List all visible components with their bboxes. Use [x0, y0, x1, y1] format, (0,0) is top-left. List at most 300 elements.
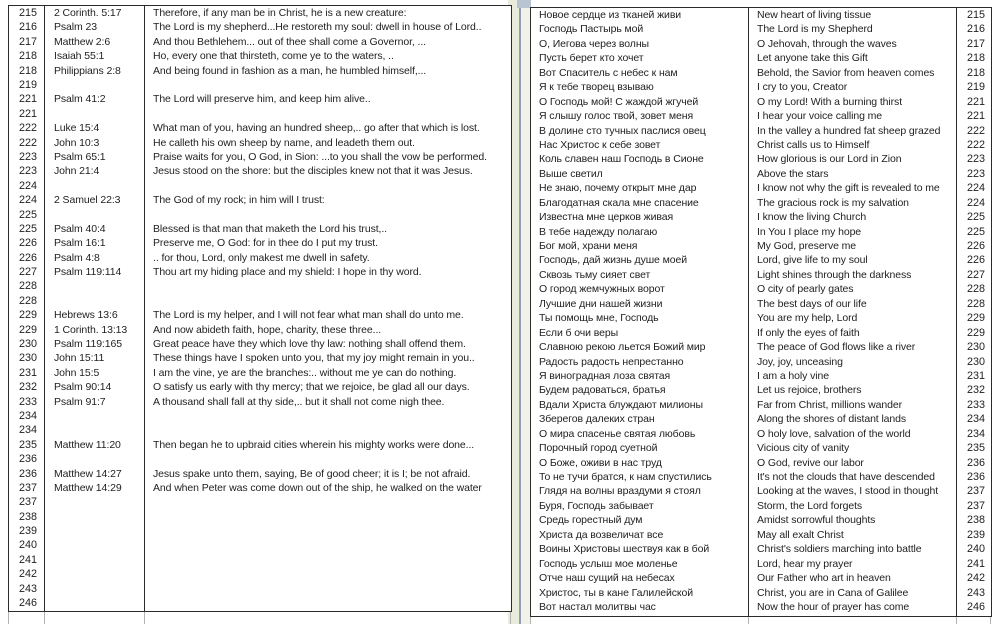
cell-russian-first-line: Вдали Христа блуждают милионы	[531, 398, 749, 412]
table-row	[9, 64, 512, 78]
cell-scripture-reference	[45, 553, 145, 567]
cell-scripture-reference: Matthew 14:29	[45, 481, 145, 495]
scripture-table-body	[9, 6, 512, 612]
table-row	[9, 279, 512, 293]
cell-hymn-number: 228	[9, 279, 45, 293]
cell-hymn-number: 221	[957, 109, 992, 123]
cell-verse-text: Great peace have they which love thy law: nothing shall offend them.	[145, 337, 512, 351]
cell-hymn-number: 224	[9, 193, 45, 207]
cell-hymn-number: 216	[957, 22, 992, 36]
table-row	[531, 109, 992, 123]
cell-russian-first-line: Христа да возвеличат все	[531, 528, 749, 542]
cell-hymn-number: 222	[9, 121, 45, 135]
table-row	[9, 222, 512, 236]
cell-hymn-number: 230	[957, 355, 992, 369]
cell-hymn-number: 234	[957, 412, 992, 426]
cell-hymn-number: 232	[957, 383, 992, 397]
cell-english-first-line: Christ's soldiers marching into battle	[749, 542, 957, 556]
cell-hymn-number: 224	[957, 181, 992, 195]
table-continuation-line	[144, 612, 145, 624]
table-row	[9, 251, 512, 265]
table-continuation-line	[748, 617, 749, 624]
cell-hymn-number: 222	[957, 124, 992, 138]
cell-english-first-line: Let us rejoice, brothers	[749, 383, 957, 397]
cell-hymn-number: 246	[9, 596, 45, 611]
cell-verse-text	[145, 567, 512, 581]
cell-hymn-number: 230	[957, 340, 992, 354]
table-row	[531, 253, 992, 267]
table-row	[9, 294, 512, 308]
table-row	[9, 553, 512, 567]
cell-russian-first-line: Будем радоваться, братья	[531, 383, 749, 397]
cell-hymn-number: 241	[9, 553, 45, 567]
cell-english-first-line: O holy love, salvation of the world	[749, 427, 957, 441]
cell-hymn-number: 236	[9, 467, 45, 481]
table-row	[531, 571, 992, 585]
table-continuation-line	[44, 612, 45, 624]
cell-hymn-number: 225	[957, 225, 992, 239]
table-row	[531, 528, 992, 542]
cell-english-first-line: The gracious rock is my salvation	[749, 196, 957, 210]
cell-hymn-number: 229	[9, 308, 45, 322]
table-row	[9, 495, 512, 509]
cell-russian-first-line: Христос, ты в кане Галилейской	[531, 586, 749, 600]
cell-russian-first-line: О Господь мой! С жаждой жгучей	[531, 95, 749, 109]
cell-hymn-number: 218	[9, 49, 45, 63]
cell-english-first-line: In the valley a hundred fat sheep grazed	[749, 124, 957, 138]
cell-hymn-number: 223	[957, 152, 992, 166]
cell-russian-first-line: Пусть берет кто хочет	[531, 51, 749, 65]
table-row	[531, 542, 992, 556]
cell-verse-text	[145, 524, 512, 538]
cell-verse-text: Jesus stood on the shore: but the disciples knew not that it was Jesus.	[145, 164, 512, 178]
cell-verse-text	[145, 538, 512, 552]
cell-verse-text	[145, 510, 512, 524]
table-row	[9, 409, 512, 423]
table-row	[531, 586, 992, 600]
cell-hymn-number: 219	[9, 78, 45, 92]
cell-english-first-line	[749, 614, 957, 616]
cell-scripture-reference	[45, 279, 145, 293]
table-row	[9, 567, 512, 581]
cell-hymn-number: 229	[957, 311, 992, 325]
cell-scripture-reference: Matthew 2:6	[45, 35, 145, 49]
cell-hymn-number: 238	[9, 510, 45, 524]
cell-hymn-number: 243	[9, 582, 45, 596]
table-row	[9, 380, 512, 394]
cell-scripture-reference: John 21:4	[45, 164, 145, 178]
cell-verse-text	[145, 582, 512, 596]
cell-english-first-line: Amidst sorrowful thoughts	[749, 513, 957, 527]
cell-russian-first-line: Выше светил	[531, 167, 749, 181]
cell-verse-text: Then began he to upbraid cities wherein his mighty works were done...	[145, 438, 512, 452]
cell-hymn-number: 243	[957, 586, 992, 600]
cell-verse-text: Preserve me, O God: for in thee do I put my trust.	[145, 236, 512, 250]
table-row	[531, 66, 992, 80]
table-row	[531, 80, 992, 94]
cell-scripture-reference: John 10:3	[45, 136, 145, 150]
table-row	[531, 398, 992, 412]
table-continuation-line	[990, 617, 991, 624]
table-row	[531, 600, 992, 614]
cell-russian-first-line: Я слышу голос твой, зовет меня	[531, 109, 749, 123]
cell-verse-text: Therefore, if any man be in Christ, he is a new creature:	[145, 6, 512, 21]
cell-hymn-number: 238	[957, 513, 992, 527]
cell-russian-first-line: Коль славен наш Господь в Сионе	[531, 152, 749, 166]
cell-verse-text: And now abideth faith, hope, charity, these three...	[145, 323, 512, 337]
cell-english-first-line: My God, preserve me	[749, 239, 957, 253]
cell-russian-first-line: О, Иегова через волны	[531, 37, 749, 51]
table-row	[9, 596, 512, 611]
cell-verse-text	[145, 294, 512, 308]
cell-scripture-reference: Psalm 91:7	[45, 395, 145, 409]
cell-hymn-number: 215	[957, 8, 992, 23]
cell-english-first-line: I cry to you, Creator	[749, 80, 957, 94]
cell-hymn-number: 233	[957, 398, 992, 412]
cell-english-first-line: Far from Christ, millions wander	[749, 398, 957, 412]
table-row	[531, 268, 992, 282]
cell-verse-text	[145, 78, 512, 92]
cell-scripture-reference	[45, 596, 145, 611]
cell-english-first-line: You are my help, Lord	[749, 311, 957, 325]
cell-verse-text: And thou Bethlehem... out of thee shall come a Governor, ...	[145, 35, 512, 49]
cell-hymn-number: 230	[9, 351, 45, 365]
table-row	[9, 193, 512, 207]
cell-hymn-number: 237	[957, 499, 992, 513]
cell-russian-first-line: Радость радость непрестанно	[531, 355, 749, 369]
table-row	[531, 499, 992, 513]
cell-english-first-line: If only the eyes of faith	[749, 326, 957, 340]
cell-hymn-number: 226	[957, 239, 992, 253]
cell-hymn-number: 241	[957, 557, 992, 571]
cell-hymn-number: 236	[9, 452, 45, 466]
cell-hymn-number: 227	[9, 265, 45, 279]
table-continuation-line	[8, 612, 9, 624]
cell-hymn-number: 242	[957, 571, 992, 585]
cell-hymn-number: 224	[957, 196, 992, 210]
cell-verse-text: The Lord is my helper, and I will not fear what man shall do unto me.	[145, 308, 512, 322]
cell-scripture-reference: Philippians 2:8	[45, 64, 145, 78]
cell-scripture-reference	[45, 567, 145, 581]
cell-hymn-number: 218	[9, 64, 45, 78]
hymn-first-lines-table	[530, 7, 992, 617]
cell-hymn-number: 226	[957, 253, 992, 267]
cell-hymn-number: 219	[957, 80, 992, 94]
cell-russian-first-line: Отче наш сущий на небесах	[531, 571, 749, 585]
cell-verse-text	[145, 495, 512, 509]
cell-hymn-number: 234	[9, 423, 45, 437]
cell-scripture-reference: Psalm 40:4	[45, 222, 145, 236]
table-row	[531, 470, 992, 484]
table-row	[531, 484, 992, 498]
cell-verse-text: The Lord will preserve him, and keep him alive..	[145, 92, 512, 106]
cell-hymn-number: 225	[9, 222, 45, 236]
cell-russian-first-line: Средь горестный дум	[531, 513, 749, 527]
cell-english-first-line: I know not why the gift is revealed to me	[749, 181, 957, 195]
cell-verse-text	[145, 452, 512, 466]
cell-hymn-number: 234	[957, 427, 992, 441]
table-row	[531, 355, 992, 369]
cell-russian-first-line: Зберегов далеких стран	[531, 412, 749, 426]
cell-scripture-reference: Psalm 119:165	[45, 337, 145, 351]
table-row	[531, 340, 992, 354]
cell-scripture-reference: Psalm 90:14	[45, 380, 145, 394]
pane-divider-line	[519, 0, 521, 624]
cell-verse-text: And when Peter was come down out of the ship, he walked on the water	[145, 481, 512, 495]
cell-hymn-number: 226	[9, 236, 45, 250]
table-row	[9, 337, 512, 351]
cell-russian-first-line: Глядя на волны враздуми я стоял	[531, 484, 749, 498]
hymn-table-body	[531, 8, 992, 617]
cell-russian-first-line: Славною рекою льется Божий мир	[531, 340, 749, 354]
table-row	[531, 95, 992, 109]
table-row	[531, 557, 992, 571]
cell-russian-first-line: Господь услыш мое моленье	[531, 557, 749, 571]
cell-english-first-line: The peace of God flows like a river	[749, 340, 957, 354]
cell-hymn-number: 217	[9, 35, 45, 49]
cell-hymn-number: 229	[957, 326, 992, 340]
cell-verse-text: Thou art my hiding place and my shield: I hope in thy word.	[145, 265, 512, 279]
cell-scripture-reference: Hebrews 13:6	[45, 308, 145, 322]
table-row	[9, 236, 512, 250]
table-row	[9, 366, 512, 380]
table-row	[531, 210, 992, 224]
cell-russian-first-line: Известна мне церков живая	[531, 210, 749, 224]
cell-hymn-number: 228	[957, 282, 992, 296]
cell-english-first-line: Christ, you are in Cana of Galilee	[749, 586, 957, 600]
cell-english-first-line: Now the hour of prayer has come	[749, 600, 957, 614]
cell-verse-text	[145, 279, 512, 293]
cell-verse-text: What man of you, having an hundred sheep,.. go after that which is lost.	[145, 121, 512, 135]
table-row	[9, 179, 512, 193]
cell-english-first-line: Light shines through the darkness	[749, 268, 957, 282]
cell-english-first-line: The Lord is my Shepherd	[749, 22, 957, 36]
cell-scripture-reference: Psalm 119:114	[45, 265, 145, 279]
cell-hymn-number: 224	[9, 179, 45, 193]
cell-verse-text	[145, 208, 512, 222]
table-row	[9, 35, 512, 49]
cell-english-first-line: Let anyone take this Gift	[749, 51, 957, 65]
cell-english-first-line: Storm, the Lord forgets	[749, 499, 957, 513]
cell-hymn-number: 233	[9, 395, 45, 409]
table-row	[9, 49, 512, 63]
cell-russian-first-line: Буря, Господь забывает	[531, 499, 749, 513]
cell-hymn-number: 231	[9, 366, 45, 380]
cell-hymn-number: 236	[957, 470, 992, 484]
table-row	[9, 20, 512, 34]
cell-hymn-number: 237	[957, 484, 992, 498]
cell-scripture-reference	[45, 524, 145, 538]
table-row	[531, 513, 992, 527]
cell-hymn-number: 223	[957, 167, 992, 181]
cell-english-first-line: It's not the clouds that have descended	[749, 470, 957, 484]
cell-verse-text	[145, 107, 512, 121]
cell-hymn-number: 221	[9, 107, 45, 121]
cell-english-first-line: Our Father who art in heaven	[749, 571, 957, 585]
cell-hymn-number: 235	[957, 441, 992, 455]
cell-english-first-line: Vicious city of vanity	[749, 441, 957, 455]
cell-hymn-number: 228	[9, 294, 45, 308]
cell-hymn-number: 246	[957, 600, 992, 614]
cell-hymn-number: 218	[957, 51, 992, 65]
cell-scripture-reference: John 15:11	[45, 351, 145, 365]
cell-russian-first-line: Благодатная скала мне спасение	[531, 196, 749, 210]
cell-russian-first-line: Новое сердце из тканей живи	[531, 8, 749, 23]
cell-russian-first-line: Не знаю, почему открыт мне дар	[531, 181, 749, 195]
cell-english-first-line: Christ calls us to Himself	[749, 138, 957, 152]
cell-russian-first-line: Сквозь тьму сияет свет	[531, 268, 749, 282]
cell-scripture-reference	[45, 452, 145, 466]
table-row	[531, 138, 992, 152]
table-continuation-line	[530, 617, 531, 624]
table-continuation-line	[510, 612, 511, 624]
table-row	[9, 308, 512, 322]
cell-scripture-reference	[45, 179, 145, 193]
cell-english-first-line: The best days of our life	[749, 297, 957, 311]
cell-hymn-number: 231	[957, 369, 992, 383]
cell-russian-first-line: Я к тебе творец взываю	[531, 80, 749, 94]
cell-english-first-line: Behold, the Savior from heaven comes	[749, 66, 957, 80]
cell-hymn-number: 230	[9, 337, 45, 351]
cell-english-first-line: May all exalt Christ	[749, 528, 957, 542]
cell-verse-text	[145, 179, 512, 193]
cell-russian-first-line: В долине сто тучных паслися овец	[531, 124, 749, 138]
table-continuation-line	[956, 617, 957, 624]
cell-scripture-reference	[45, 294, 145, 308]
cell-hymn-number: 226	[9, 251, 45, 265]
cell-hymn-number	[957, 614, 992, 616]
cell-hymn-number: 239	[957, 528, 992, 542]
cell-hymn-number: 232	[9, 380, 45, 394]
table-row	[9, 121, 512, 135]
table-row	[9, 265, 512, 279]
cell-english-first-line: Joy, joy, unceasing	[749, 355, 957, 369]
cell-scripture-reference: Psalm 16:1	[45, 236, 145, 250]
table-row	[9, 164, 512, 178]
cell-english-first-line: In You I place my hope	[749, 225, 957, 239]
table-row	[531, 614, 992, 616]
cell-hymn-number: 239	[9, 524, 45, 538]
cell-verse-text: Praise waits for you, O God, in Sion: ...to you shall the vow be performed.	[145, 150, 512, 164]
cell-english-first-line: How glorious is our Lord in Zion	[749, 152, 957, 166]
cell-verse-text: He calleth his own sheep by name, and leadeth them out.	[145, 136, 512, 150]
cell-english-first-line: I am a holy vine	[749, 369, 957, 383]
table-row	[531, 37, 992, 51]
cell-russian-first-line: Ты помощь мне, Господь	[531, 311, 749, 325]
table-row	[531, 167, 992, 181]
cell-scripture-reference: 2 Samuel 22:3	[45, 193, 145, 207]
cell-russian-first-line: Лучшие дни нашей жизни	[531, 297, 749, 311]
cell-hymn-number: 235	[9, 438, 45, 452]
cell-verse-text: And being found in fashion as a man, he humbled himself,...	[145, 64, 512, 78]
table-row	[531, 297, 992, 311]
table-row	[9, 524, 512, 538]
cell-scripture-reference	[45, 409, 145, 423]
cell-russian-first-line: О мира спасенье святая любовь	[531, 427, 749, 441]
cell-english-first-line: O God, revive our labor	[749, 456, 957, 470]
cell-hymn-number: 242	[9, 567, 45, 581]
cell-russian-first-line: Господь Пастырь мой	[531, 22, 749, 36]
cell-english-first-line: I hear your voice calling me	[749, 109, 957, 123]
cell-hymn-number: 217	[957, 37, 992, 51]
cell-scripture-reference	[45, 582, 145, 596]
table-row	[9, 423, 512, 437]
cell-hymn-number: 225	[957, 210, 992, 224]
table-row	[531, 282, 992, 296]
pane-divider-cap	[517, 0, 531, 8]
cell-english-first-line: Looking at the waves, I stood in thought	[749, 484, 957, 498]
cell-scripture-reference: Psalm 65:1	[45, 150, 145, 164]
cell-verse-text: Blessed is that man that maketh the Lord his trust,..	[145, 222, 512, 236]
cell-english-first-line: O my Lord! With a burning thirst	[749, 95, 957, 109]
cell-hymn-number: 221	[9, 92, 45, 106]
table-row	[531, 196, 992, 210]
cell-hymn-number: 216	[9, 20, 45, 34]
cell-hymn-number: 236	[957, 456, 992, 470]
cell-english-first-line: New heart of living tissue	[749, 8, 957, 23]
cell-russian-first-line: О Боже, оживи в нас труд	[531, 456, 749, 470]
cell-scripture-reference	[45, 78, 145, 92]
page-gutter-strip-right	[521, 0, 530, 624]
cell-hymn-number: 240	[9, 538, 45, 552]
cell-russian-first-line: Господь, дай жизнь душе моей	[531, 253, 749, 267]
table-row	[9, 438, 512, 452]
table-row	[531, 383, 992, 397]
cell-english-first-line: I know the living Church	[749, 210, 957, 224]
cell-scripture-reference: Psalm 23	[45, 20, 145, 34]
cell-english-first-line: Lord, give life to my soul	[749, 253, 957, 267]
cell-scripture-reference: Psalm 4:8	[45, 251, 145, 265]
cell-verse-text: Ho, every one that thirsteth, come ye to the waters, ..	[145, 49, 512, 63]
cell-scripture-reference	[45, 423, 145, 437]
table-row	[531, 22, 992, 36]
table-row	[531, 181, 992, 195]
cell-hymn-number: 237	[9, 495, 45, 509]
table-row	[9, 510, 512, 524]
cell-scripture-reference	[45, 538, 145, 552]
cell-scripture-reference: Psalm 41:2	[45, 92, 145, 106]
cell-russian-first-line: Нас Христос к себе зовет	[531, 138, 749, 152]
table-row	[9, 136, 512, 150]
cell-verse-text: These things have I spoken unto you, that my joy might remain in you..	[145, 351, 512, 365]
cell-hymn-number: 222	[9, 136, 45, 150]
cell-russian-first-line: Вот Спаситель с небес к нам	[531, 66, 749, 80]
cell-scripture-reference: John 15:5	[45, 366, 145, 380]
cell-english-first-line: Along the shores of distant lands	[749, 412, 957, 426]
table-row	[531, 8, 992, 23]
cell-scripture-reference: Matthew 11:20	[45, 438, 145, 452]
cell-hymn-number: 237	[9, 481, 45, 495]
cell-hymn-number: 234	[9, 409, 45, 423]
cell-scripture-reference: 2 Corinth. 5:17	[45, 6, 145, 21]
cell-verse-text: Jesus spake unto them, saying, Be of good cheer; it is I; be not afraid.	[145, 467, 512, 481]
cell-scripture-reference: Luke 15:4	[45, 121, 145, 135]
cell-hymn-number: 227	[957, 268, 992, 282]
cell-russian-first-line: О город жемчужных ворот	[531, 282, 749, 296]
cell-hymn-number: 222	[957, 138, 992, 152]
cell-verse-text: O satisfy us early with thy mercy; that we rejoice, be glad all our days.	[145, 380, 512, 394]
cell-verse-text: I am the vine, ye are the branches:.. without me ye can do nothing.	[145, 366, 512, 380]
table-row	[9, 351, 512, 365]
table-row	[531, 311, 992, 325]
cell-verse-text	[145, 423, 512, 437]
table-row	[9, 107, 512, 121]
table-row	[9, 481, 512, 495]
table-row	[9, 582, 512, 596]
cell-verse-text: The Lord is my shepherd...He restoreth my soul: dwell in house of Lord..	[145, 20, 512, 34]
cell-russian-first-line: Бог мой, храни меня	[531, 239, 749, 253]
table-row	[9, 208, 512, 222]
